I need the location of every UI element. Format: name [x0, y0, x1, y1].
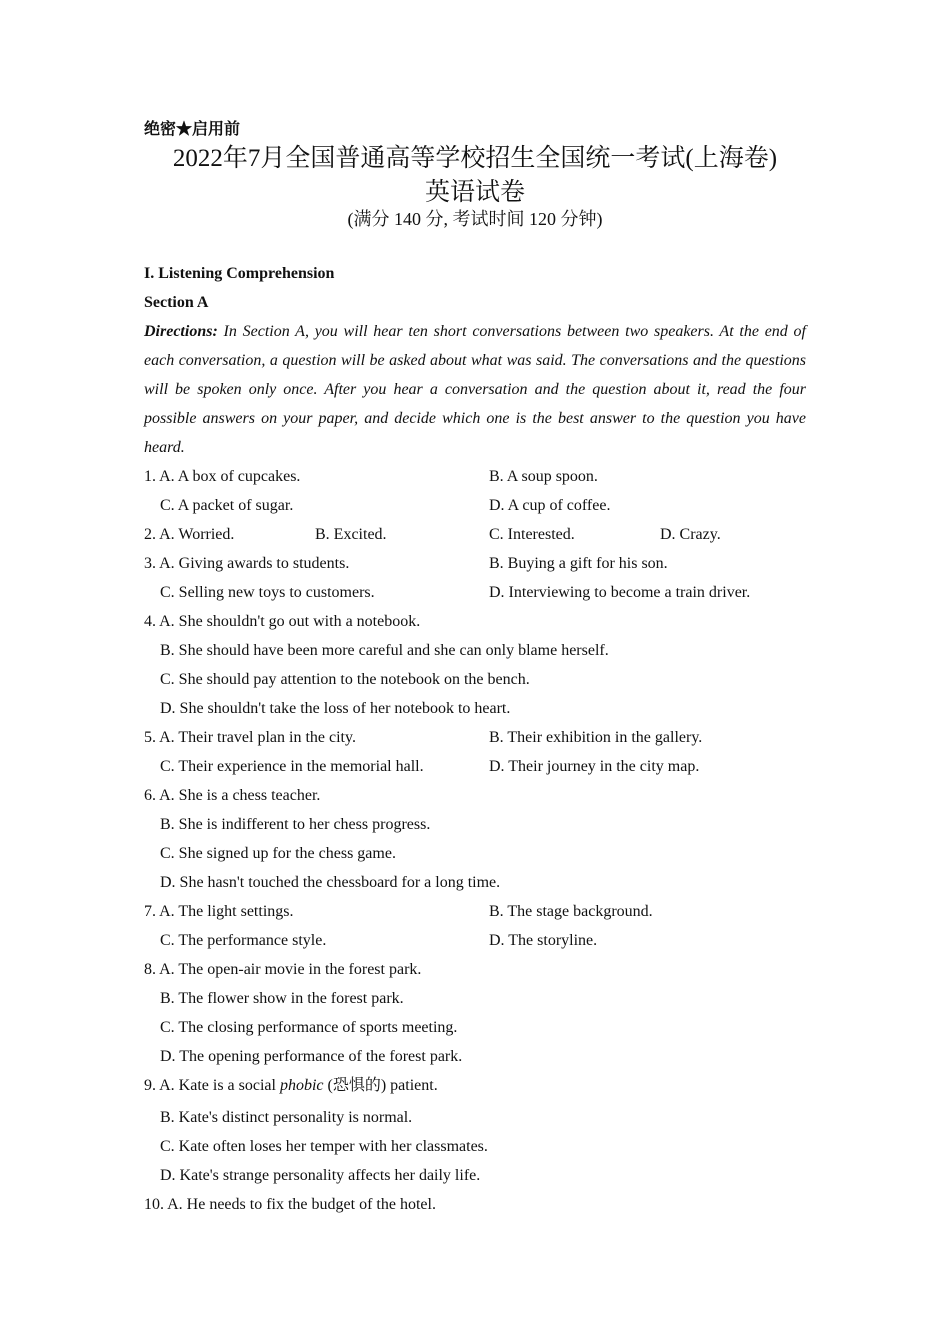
question-5-row-2	[144, 752, 806, 781]
q2-option-d: D. Crazy.	[660, 526, 721, 543]
question-3-row-1	[144, 549, 806, 578]
q1-option-b: B. A soup spoon.	[489, 468, 598, 485]
q4-option-d-row	[144, 694, 806, 723]
q6-option-d: D. She hasn't touched the chessboard for a long time.	[160, 874, 501, 891]
q2-option-a: 2. A. Worried.	[144, 526, 235, 543]
q9-option-a-gloss: (恐惧的) patient.	[323, 1077, 438, 1094]
q4-option-c-row	[144, 665, 806, 694]
q3-option-c: C. Selling new toys to customers.	[160, 584, 375, 601]
exam-subject-title: 英语试卷	[424, 179, 525, 206]
q3-option-d: D. Interviewing to become a train driver.	[489, 584, 751, 601]
q6-option-d-row	[144, 868, 806, 897]
q8-option-d: D. The opening performance of the forest park.	[160, 1048, 463, 1065]
q4-option-b: B. She should have been more careful and she can only blame herself.	[160, 642, 609, 659]
q2-option-c: C. Interested.	[489, 526, 575, 543]
q3-option-a: 3. A. Giving awards to students.	[144, 555, 350, 572]
q7-option-c: C. The performance style.	[160, 932, 327, 949]
q3-option-b: B. Buying a gift for his son.	[489, 555, 668, 572]
q2-option-b: B. Excited.	[315, 526, 387, 543]
q4-option-a: 4. A. She shouldn't go out with a notebook.	[144, 613, 421, 630]
question-3-row-2	[144, 578, 806, 607]
q9-option-c-row	[144, 1132, 806, 1161]
q1-option-d: D. A cup of coffee.	[489, 497, 611, 514]
q1-option-c: C. A packet of sugar.	[160, 497, 294, 514]
q8-option-b: B. The flower show in the forest park.	[160, 990, 404, 1007]
q7-option-d: D. The storyline.	[489, 932, 598, 949]
q5-option-c: C. Their experience in the memorial hall.	[160, 758, 424, 775]
q7-option-a: 7. A. The light settings.	[144, 903, 294, 920]
q6-option-c: C. She signed up for the chess game.	[160, 845, 396, 862]
q8-option-d-row	[144, 1042, 806, 1071]
question-7-row-1	[144, 897, 806, 926]
question-1-row-1	[144, 462, 806, 491]
q9-option-b: B. Kate's distinct personality is normal.	[160, 1109, 413, 1126]
q6-option-b: B. She is indifferent to her chess progress.	[160, 816, 431, 833]
q5-option-d: D. Their journey in the city map.	[489, 758, 700, 775]
q1-option-a: 1. A. A box of cupcakes.	[144, 468, 301, 485]
confidential-mark: 绝密★启用前	[144, 121, 241, 138]
q9-option-a-text: 9. A. Kate is a social	[144, 1077, 280, 1094]
q9-option-b-row	[144, 1103, 806, 1132]
directions-text: In Section A, you will hear ten short conversations between two speakers. At the end of each conversation, a question will be asked about what was said. The conversations and the questions will be spoken only once. After you hear a conversation and the question about it, read the four possible answers on your paper, and decide which one is the best answer to the question you have heard.	[144, 323, 806, 456]
directions	[144, 317, 806, 462]
q9-option-c: C. Kate often loses her temper with her classmates.	[160, 1138, 488, 1155]
q6-option-a: 6. A. She is a chess teacher.	[144, 787, 321, 804]
q6-option-c-row	[144, 839, 806, 868]
exam-title: 2022年7月全国普通高等学校招生全国统一考试(上海卷)	[172, 145, 778, 172]
q9-option-a-term: phobic	[279, 1077, 324, 1094]
question-5-row-1	[144, 723, 806, 752]
q8-option-a-row	[144, 955, 806, 984]
question-7-row-2	[144, 926, 806, 955]
q4-option-b-row	[144, 636, 806, 665]
q10-option-a: 10. A. He needs to fix the budget of the hotel.	[144, 1196, 436, 1213]
q6-option-b-row	[144, 810, 806, 839]
q9-option-a	[144, 1071, 438, 1100]
q4-option-d: D. She shouldn't take the loss of her notebook to heart.	[160, 700, 511, 717]
q7-option-b: B. The stage background.	[489, 903, 653, 920]
directions-label: Directions:	[144, 323, 218, 340]
q4-option-c: C. She should pay attention to the notebook on the bench.	[160, 671, 530, 688]
q8-option-c-row	[144, 1013, 806, 1042]
q6-option-a-row	[144, 781, 806, 810]
q9-option-d-row	[144, 1161, 806, 1190]
exam-info: (满分 140 分, 考试时间 120 分钟)	[347, 209, 603, 229]
q8-option-c: C. The closing performance of sports meeting.	[160, 1019, 458, 1036]
part-heading: I. Listening Comprehension	[144, 265, 335, 282]
q9-option-a-row	[144, 1071, 806, 1103]
q8-option-b-row	[144, 984, 806, 1013]
question-2-row	[144, 520, 806, 549]
question-1-row-2	[144, 491, 806, 520]
q4-option-a-row	[144, 607, 806, 636]
q8-option-a: 8. A. The open-air movie in the forest park.	[144, 961, 422, 978]
exam-content	[144, 259, 806, 1219]
q5-option-a: 5. A. Their travel plan in the city.	[144, 729, 356, 746]
section-heading: Section A	[144, 294, 209, 311]
q5-option-b: B. Their exhibition in the gallery.	[489, 729, 703, 746]
q10-option-a-row	[144, 1190, 806, 1219]
q9-option-d: D. Kate's strange personality affects her daily life.	[160, 1167, 481, 1184]
